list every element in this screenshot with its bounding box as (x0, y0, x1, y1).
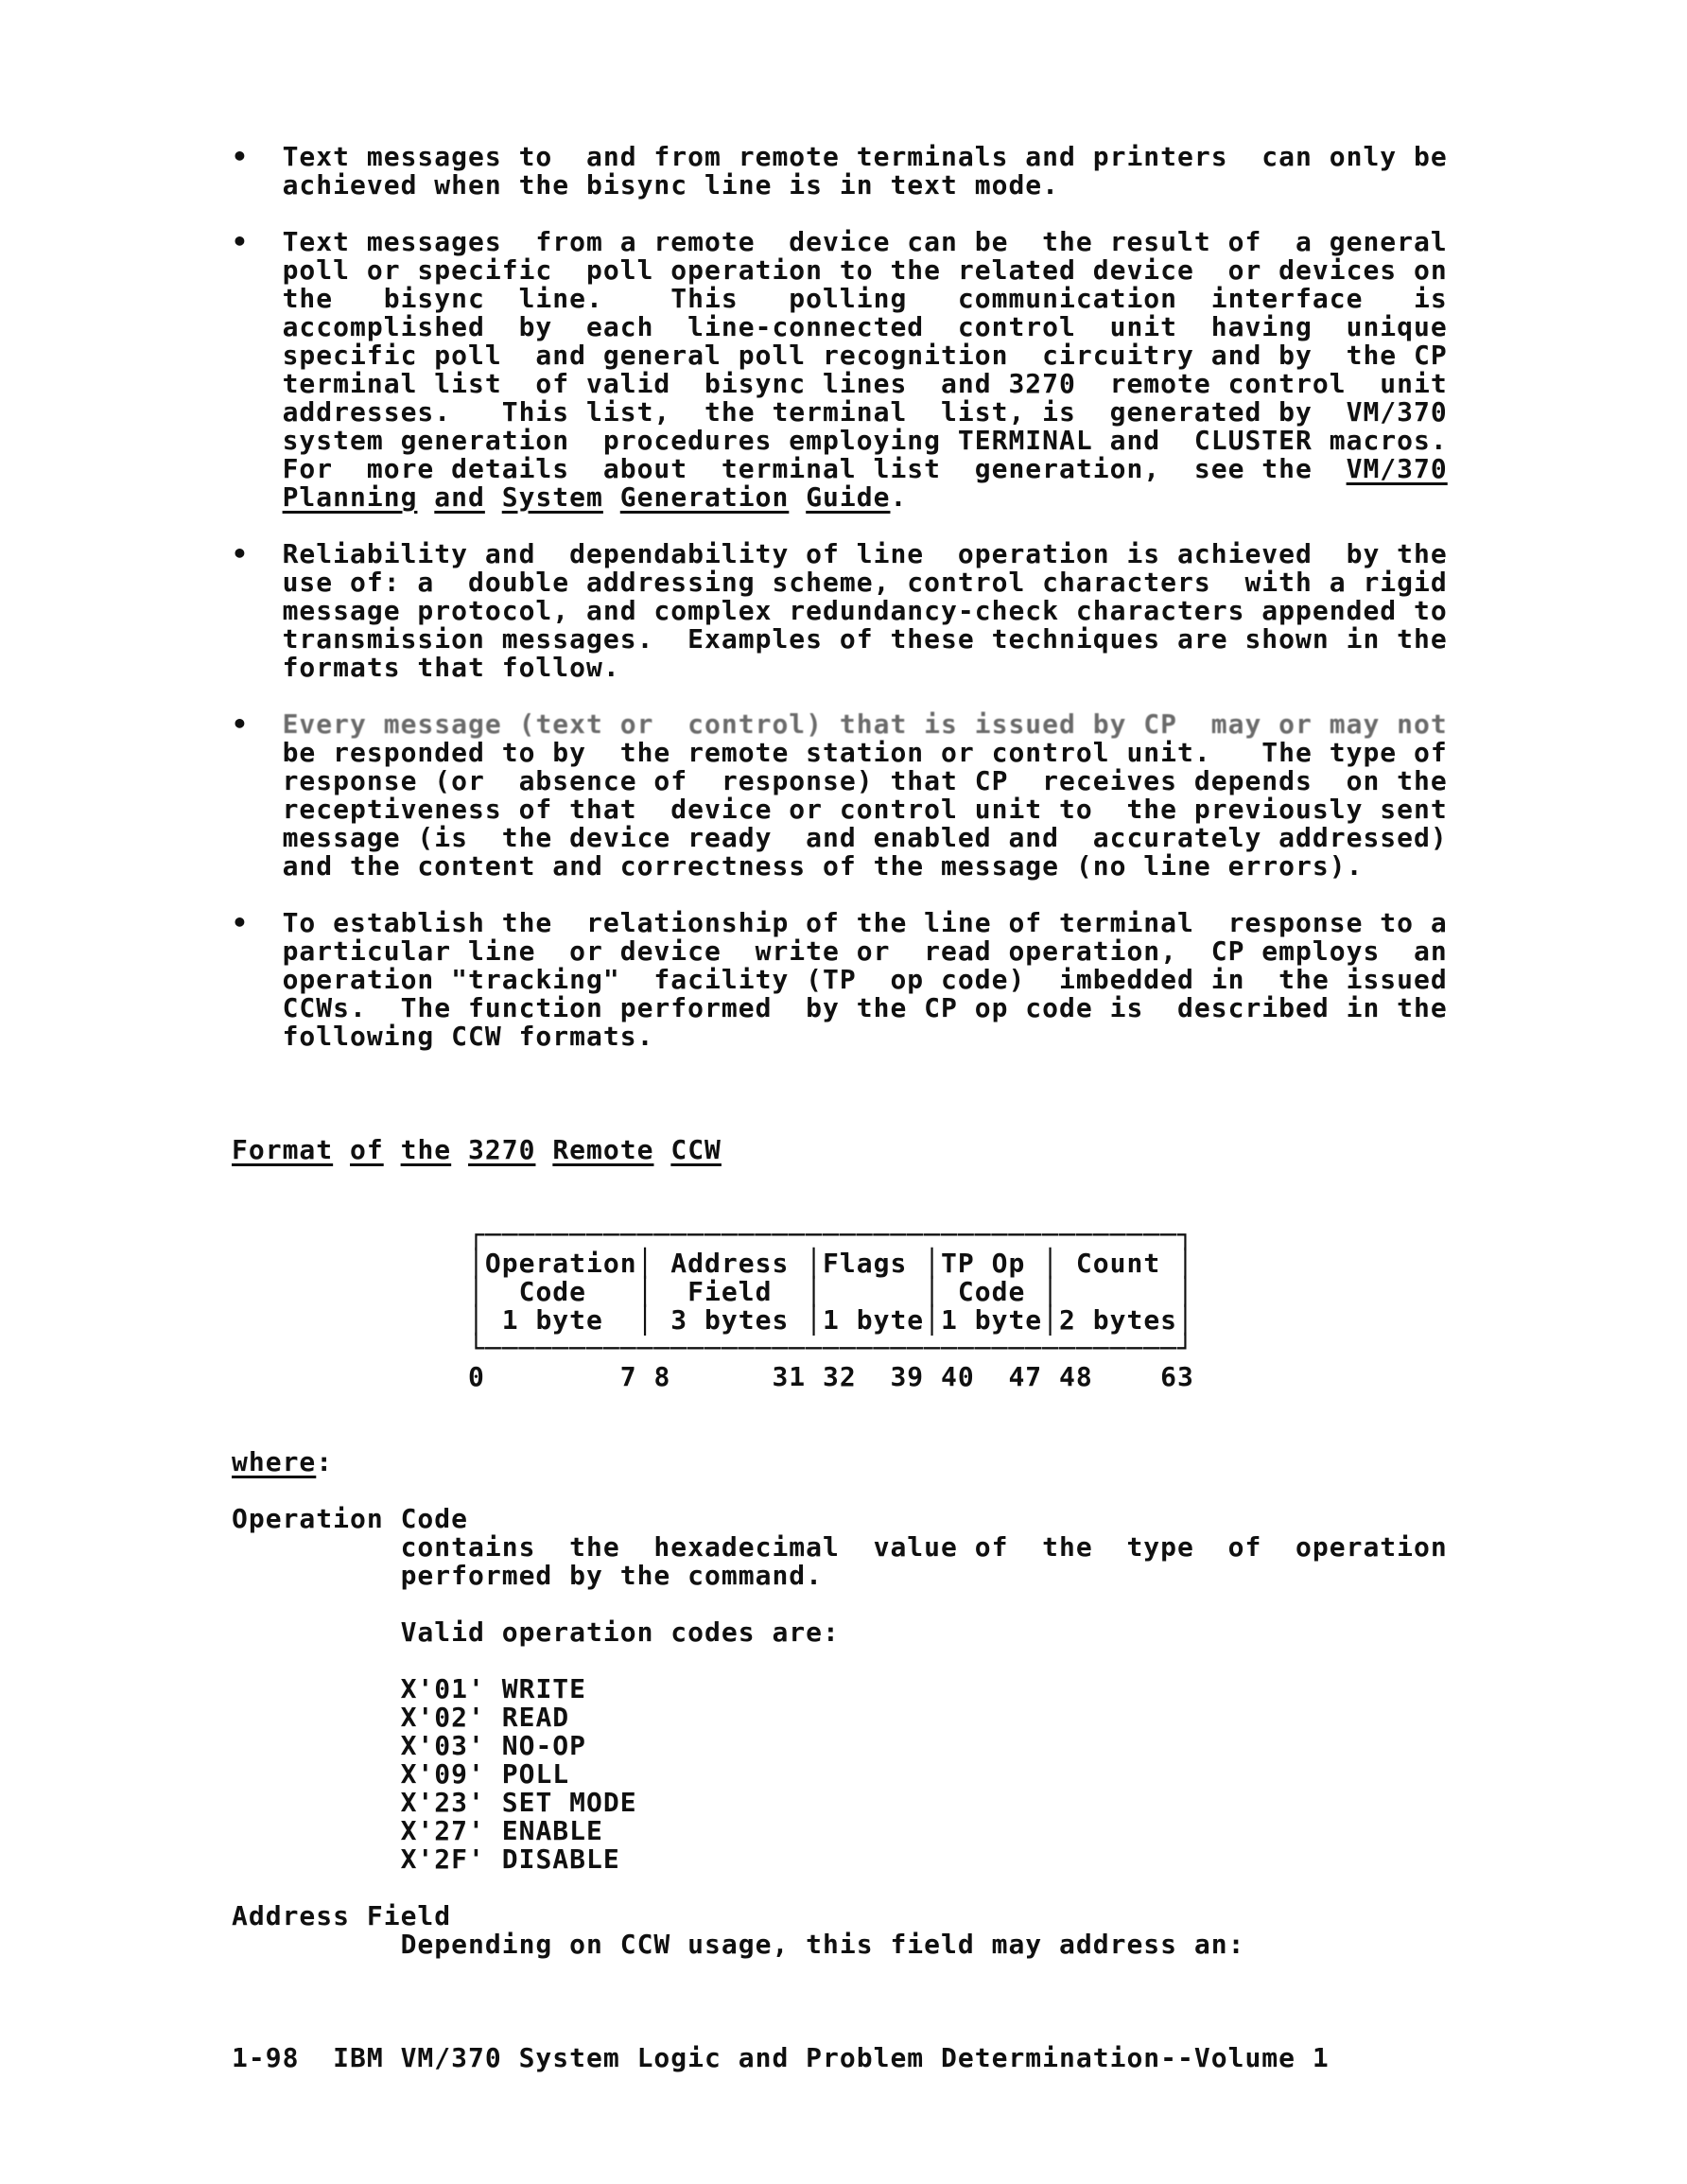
bullet-text-line (232, 483, 1687, 512)
text-segment: contains the hexadecimal value of the type of operation (232, 1531, 1448, 1563)
vertical-gap (232, 682, 1687, 710)
underlined-text: Planning (282, 481, 418, 513)
text-segment (232, 481, 283, 513)
text-segment: . (890, 481, 908, 513)
text-segment: Every message (text or control) that is issued by CP may or may not (282, 708, 1448, 740)
text-segment (333, 1134, 350, 1165)
text-segment: following CCW formats. (232, 1021, 654, 1052)
bullet-text-line (232, 228, 1687, 256)
text-segment: Valid operation codes are: (232, 1616, 840, 1648)
bullet-text-line (232, 710, 1687, 739)
bullet-item-1 (232, 143, 1687, 200)
bullet-text-line (232, 654, 1687, 682)
op-code-name: POLL (501, 1758, 570, 1790)
ccw-format-diagram (232, 1221, 1687, 1391)
text-segment (789, 481, 806, 513)
op-code-name: WRITE (501, 1673, 587, 1704)
bullet-text-line (232, 370, 1687, 398)
text-segment: └─────────────────────────────────────────┘ (468, 1333, 1194, 1364)
bullet-text-line (232, 824, 1687, 852)
op-code-row (232, 1675, 1687, 1704)
heading-line (232, 1136, 1687, 1164)
bullet-text-line (232, 597, 1687, 625)
text-segment: │ Code │ Field │ │ Code │ │ (468, 1276, 1194, 1307)
op-code-name: ENABLE (501, 1815, 603, 1846)
bullet-text-line (232, 143, 1687, 171)
text-segment: operation "tracking" facility (TP op code) imbedded in the issued (232, 964, 1448, 995)
bullet-text-line (232, 852, 1687, 881)
op-code-row (232, 1704, 1687, 1732)
text-line (232, 1562, 1687, 1590)
op-code-hex: X'27' (400, 1815, 485, 1846)
text-segment: message protocol, and complex redundancy-check characters appended to (232, 595, 1448, 626)
op-code-name: NO-OP (501, 1730, 587, 1761)
text-segment: │Operation│ Address │Flags │TP Op │ Count │ (468, 1248, 1194, 1279)
bullet-item-3 (232, 540, 1687, 682)
definition-operation-code (232, 1505, 1687, 1590)
vertical-gap (232, 881, 1687, 909)
bullet-text-line (232, 285, 1687, 313)
bullet-text-line (232, 795, 1687, 824)
diagram-line (232, 1335, 1687, 1363)
underlined-text: System (501, 481, 603, 513)
vertical-gap (232, 1590, 1687, 1618)
vertical-gap (232, 200, 1687, 228)
text-segment: achieved when the bisync line is in text mode. (232, 169, 1060, 201)
vertical-gap (232, 512, 1687, 540)
underlined-text: Format (232, 1134, 334, 1165)
op-code-row (232, 1817, 1687, 1845)
op-code-hex: X'03' (400, 1730, 485, 1761)
text-segment (451, 1134, 468, 1165)
text-segment: 0 7 8 31 32 39 40 47 48 63 (468, 1361, 1194, 1392)
text-segment: ┌─────────────────────────────────────────┐ (468, 1219, 1194, 1250)
op-code-hex: X'02' (400, 1702, 485, 1733)
underlined-text: Remote (552, 1134, 654, 1165)
text-line (232, 1618, 1687, 1647)
bullet-text-line (232, 540, 1687, 568)
bullet-text-line (232, 256, 1687, 285)
text-segment: terminal list of valid bisync lines and 3270 remote control unit (232, 368, 1448, 399)
bullet-text-line (232, 313, 1687, 341)
bullet-text-line (232, 739, 1687, 767)
text-segment: poll or specific poll operation to the related device or devices on (232, 254, 1448, 286)
bullet-text-line (232, 937, 1687, 966)
text-segment: response (or absence of response) that CP receives depends on the (232, 765, 1448, 796)
text-segment (417, 481, 434, 513)
text-segment: For more details about terminal list generation, see the (232, 453, 1347, 484)
diagram-line (232, 1278, 1687, 1306)
text-segment (485, 481, 502, 513)
underlined-text: where (232, 1446, 317, 1477)
text-segment: : (316, 1446, 334, 1477)
op-code-hex: X'09' (400, 1758, 485, 1790)
bullet-text-line (232, 171, 1687, 200)
bullet-item-5 (232, 909, 1687, 1051)
text-segment: the bisync line. This polling communication interface is (232, 283, 1448, 314)
op-code-row (232, 1845, 1687, 1874)
underlined-text: of (350, 1134, 384, 1165)
op-code-hex: X'2F' (400, 1843, 485, 1875)
text-line (232, 1505, 1687, 1533)
bullet-text-line (232, 1022, 1687, 1051)
vertical-gap (232, 1647, 1687, 1675)
underlined-text: Generation (619, 481, 790, 513)
bullet-text-line (232, 909, 1687, 937)
text-segment: specific poll and general poll recognition circuitry and by the CP (232, 340, 1448, 371)
text-line (232, 1533, 1687, 1562)
text-segment: 1-98 IBM VM/370 System Logic and Problem Determination--Volume 1 (232, 2042, 1330, 2073)
diagram-line (232, 1363, 1687, 1391)
bullet-text-line (232, 398, 1687, 427)
text-line (232, 1902, 1687, 1931)
text-segment: use of: a double addressing scheme, control characters with a rigid (232, 567, 1448, 598)
text-segment: Address Field (232, 1900, 452, 1931)
text-segment: • Reliability and dependability of line operation is achieved by the (232, 538, 1448, 569)
vertical-gap (232, 1051, 1687, 1136)
where-label (232, 1448, 1687, 1476)
definition-address-field (232, 1902, 1687, 1959)
text-segment: │ 1 byte │ 3 bytes │1 byte│1 byte│2 bytes│ (468, 1304, 1194, 1336)
underlined-text: the (400, 1134, 452, 1165)
underlined-text: CCW (670, 1134, 722, 1165)
page-text-flow (232, 143, 1687, 2072)
footer-line (232, 2044, 1687, 2072)
op-code-name: READ (501, 1702, 570, 1733)
op-code-name: SET MODE (501, 1787, 637, 1818)
text-segment: formats that follow. (232, 652, 620, 683)
vertical-gap (232, 1391, 1687, 1448)
text-segment: accomplished by each line-connected control unit having unique (232, 311, 1448, 342)
diagram-line (232, 1221, 1687, 1249)
text-segment: addresses. This list, the terminal list, is generated by VM/370 (232, 396, 1448, 428)
op-code-row (232, 1760, 1687, 1789)
bullet-text-line (232, 767, 1687, 795)
text-segment: Operation Code (232, 1503, 469, 1534)
text-segment: system generation procedures employing TERMINAL and CLUSTER macros. (232, 425, 1448, 456)
text-segment: • Text messages from a remote device can be the result of a general (232, 226, 1448, 257)
text-segment: • (232, 708, 283, 740)
text-line (232, 1448, 1687, 1476)
valid-codes-intro (232, 1618, 1687, 1647)
text-segment: be responded to by the remote station or control unit. The type of (232, 737, 1448, 768)
text-segment: transmission messages. Examples of these techniques are shown in the (232, 623, 1448, 655)
text-segment: particular line or device write or read operation, CP employs an (232, 935, 1448, 967)
bullet-item-2 (232, 228, 1687, 512)
vertical-gap (232, 1476, 1687, 1505)
op-code-name: DISABLE (501, 1843, 620, 1875)
underlined-text: VM/370 (1346, 453, 1448, 484)
diagram-line (232, 1306, 1687, 1335)
op-code-hex: X'01' (400, 1673, 485, 1704)
text-segment: receptiveness of that device or control unit to the previously sent (232, 794, 1448, 825)
text-segment: • To establish the relationship of the line of terminal response to a (232, 907, 1448, 938)
text-segment: CCWs. The function performed by the CP op code is described in the (232, 992, 1448, 1023)
text-segment (603, 481, 620, 513)
text-segment (535, 1134, 552, 1165)
text-segment: and the content and correctness of the message (no line errors). (232, 850, 1364, 882)
vertical-gap (232, 1874, 1687, 1902)
bullet-text-line (232, 455, 1687, 483)
vertical-gap (232, 1959, 1687, 2044)
text-segment (653, 1134, 670, 1165)
text-segment: message (is the device ready and enabled and accurately addressed) (232, 822, 1448, 853)
bullet-text-line (232, 625, 1687, 654)
vertical-gap (232, 1164, 1687, 1221)
text-segment: • Text messages to and from remote terminals and printers can only be (232, 141, 1448, 172)
bullet-text-line (232, 427, 1687, 455)
text-segment (384, 1134, 401, 1165)
page-footer (232, 2044, 1687, 2072)
text-segment: performed by the command. (232, 1560, 824, 1591)
bullet-item-4 (232, 710, 1687, 881)
bullet-text-line (232, 994, 1687, 1022)
bullet-text-line (232, 341, 1687, 370)
bullet-text-line (232, 966, 1687, 994)
op-code-hex: X'23' (400, 1787, 485, 1818)
underlined-text: and (434, 481, 485, 513)
text-line (232, 1931, 1687, 1959)
section-heading (232, 1136, 1687, 1164)
underlined-text: 3270 (468, 1134, 536, 1165)
op-code-list (232, 1675, 1687, 1874)
underlined-text: Guide (806, 481, 891, 513)
op-code-row (232, 1789, 1687, 1817)
text-segment: Depending on CCW usage, this field may address an: (232, 1929, 1245, 1960)
op-code-row (232, 1732, 1687, 1760)
bullet-text-line (232, 568, 1687, 597)
diagram-line (232, 1249, 1687, 1278)
